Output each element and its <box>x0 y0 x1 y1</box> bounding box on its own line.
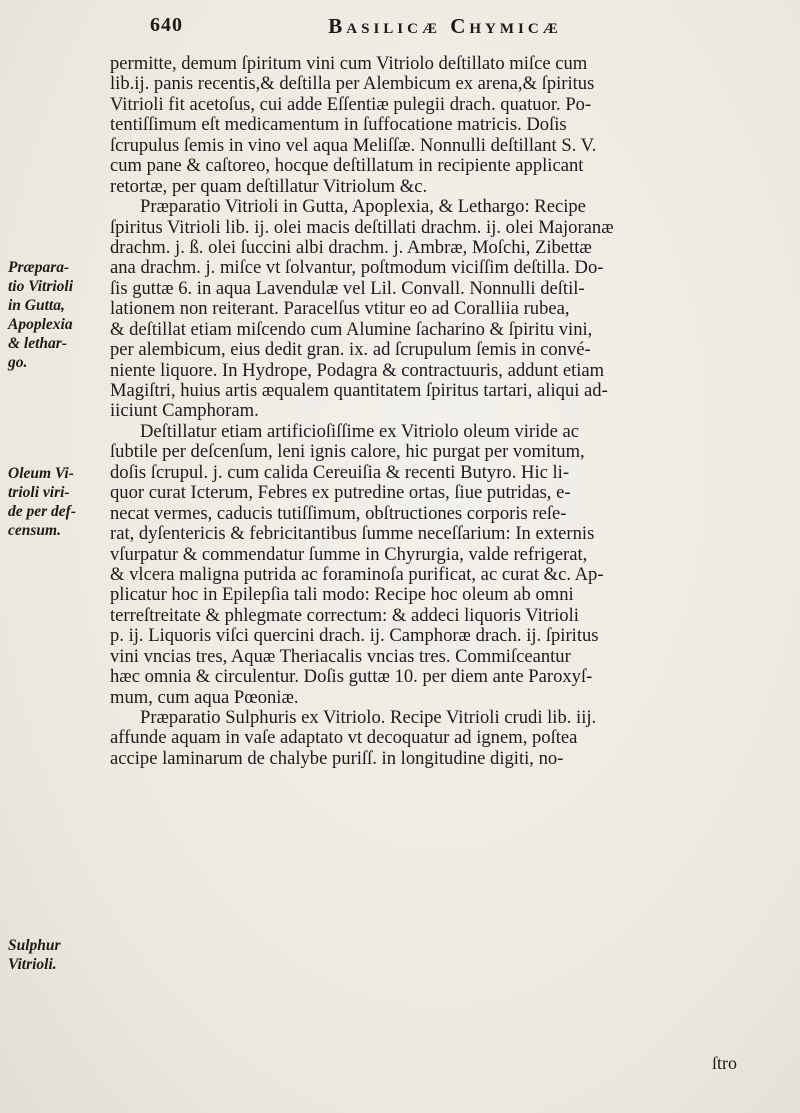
text-line: p. ij. Liquoris viſci quercini drach. ij. Camphoræ drach. ij. ſpiritus <box>110 626 599 647</box>
text-line: terreſtreitate & phlegmate correctum: & addeci liquoris Vitrioli <box>110 605 579 626</box>
text-line: Vitrioli fit acetoſus, cui adde Eſſentiæ pulegii drach. quatuor. Po- <box>110 94 592 115</box>
text-line: Magiſtri, huius artis æqualem quantitatem ſpiritus tartari, aliqui ad- <box>110 381 608 401</box>
margin-note-line: go. <box>8 354 28 371</box>
page-number: 640 <box>150 14 183 36</box>
text-line: affunde aquam in vaſe adaptato vt decoquatur ad ignem, poſtea <box>110 728 578 749</box>
margin-note-line: Apoplexia <box>8 316 73 333</box>
text-line: doſis ſcrupul. j. cum calida Cereuiſia & recenti Butyro. Hic li- <box>110 462 570 483</box>
margin-note-oleum-vitrioli <box>8 464 82 540</box>
paragraph <box>110 422 750 708</box>
text-line: ſcrupulus ſemis in vino vel aqua Meliſſæ. Nonnulli deſtillant S. V. <box>110 135 597 156</box>
text-line: Præparatio Sulphuris ex Vitriolo. Recipe Vitrioli crudi lib. iij. <box>140 708 597 728</box>
paragraph <box>110 708 750 769</box>
text-line: cum pane & caſtoreo, hocque deſtillatum in recipiente applicant <box>110 156 584 177</box>
text-line: iiciunt Camphoram. <box>110 401 259 422</box>
text-line: ſpiritus Vitrioli lib. ij. olei macis deſtillati drachm. ij. olei Majoranæ <box>110 217 614 238</box>
margin-note-line: censum. <box>8 522 61 539</box>
text-line: permitte, demum ſpiritum vini cum Vitriolo deſtillato miſce cum <box>110 54 588 74</box>
margin-note-vitriol-gutta <box>8 258 82 372</box>
margin-note-line: tio Vitrioli <box>8 278 74 295</box>
text-line: necat vermes, caducis tutiſſimum, obſtructiones corporis reſe- <box>110 503 567 524</box>
text-line: lationem non reiterant. Paracelſus vtitur eo ad Coralliia rubea, <box>110 299 570 320</box>
text-line: tentiſſimum eſt medicamentum in ſuffocatione matricis. Doſis <box>110 115 567 136</box>
text-line: per alembicum, eius dedit gran. ix. ad ſcrupulum ſemis in convé- <box>110 340 591 361</box>
text-line: rat, dyſentericis & febricitantibus ſumme neceſſarium: In externis <box>110 524 595 545</box>
margin-note-line: Sulphur <box>8 937 61 954</box>
margin-note-line: & lethar- <box>8 335 67 352</box>
margin-note-line: Præpara- <box>8 259 70 276</box>
text-line: vſurpatur & commendatur ſumme in Chyrurgia, valde refrigerat, <box>110 544 588 565</box>
text-line: accipe laminarum de chalybe puriſſ. in longitudine digiti, no- <box>110 748 564 769</box>
paragraph <box>110 197 750 422</box>
text-line: plicatur hoc in Epilepſia tali modo: Recipe hoc oleum ab omni <box>110 585 574 606</box>
text-line: ſubtile per deſcenſum, leni ignis calore, hic purgat per vomitum, <box>110 442 585 463</box>
margin-note-line: Vitrioli. <box>8 956 57 973</box>
text-line: quor curat Icterum, Febres ex putredine ortas, ſiue putridas, e- <box>110 483 571 504</box>
text-line: drachm. j. ß. olei ſuccini albi drachm. j. Ambræ, Moſchi, Zibettæ <box>110 237 592 258</box>
text-line: Præparatio Vitrioli in Gutta, Apoplexia, & Lethargo: Recipe <box>140 197 586 218</box>
margin-note-line: trioli viri- <box>8 484 70 501</box>
text-line: hæc omnia & circulentur. Doſis guttæ 10. per diem ante Paroxyſ- <box>110 667 593 688</box>
text-line: & vlcera maligna putrida ac foraminoſa purificat, ac curat &c. Ap- <box>110 564 604 585</box>
main-text <box>110 54 750 769</box>
margin-note-sulphur-vitrioli <box>8 936 82 974</box>
text-line: vini vncias tres, Aquæ Theriacalis vncias tres. Commiſceantur <box>110 646 571 667</box>
text-line: Deſtillatur etiam artificioſiſſime ex Vitriolo oleum viride ac <box>140 421 579 442</box>
running-title: Basilicæ Chymicæ <box>328 14 562 38</box>
margin-note-line: de per def- <box>8 503 76 520</box>
text-line: retortæ, per quam deſtillatur Vitriolum &c. <box>110 176 428 197</box>
text-line: niente liquore. In Hydrope, Podagra & contractuuris, addunt etiam <box>110 360 605 381</box>
text-line: ſis guttæ 6. in aqua Lavendulæ vel Lil. Convall. Nonnulli deſtil- <box>110 278 585 299</box>
margin-note-line: Oleum Vi- <box>8 465 74 482</box>
text-line: lib.ij. panis recentis,& deſtilla per Alembicum ex arena,& ſpiritus <box>110 74 595 95</box>
text-line: mum, cum aqua Pœoniæ. <box>110 687 299 708</box>
paragraph <box>110 54 750 197</box>
text-line: & deſtillat etiam miſcendo cum Alumine ſacharino & ſpiritu vini, <box>110 319 593 340</box>
catchword: ſtro <box>712 1053 737 1073</box>
text-line: ana drachm. j. miſce vt ſolvantur, poſtmodum viciſſim deſtilla. Do- <box>110 258 604 279</box>
margin-note-line: in Gutta, <box>8 297 65 314</box>
